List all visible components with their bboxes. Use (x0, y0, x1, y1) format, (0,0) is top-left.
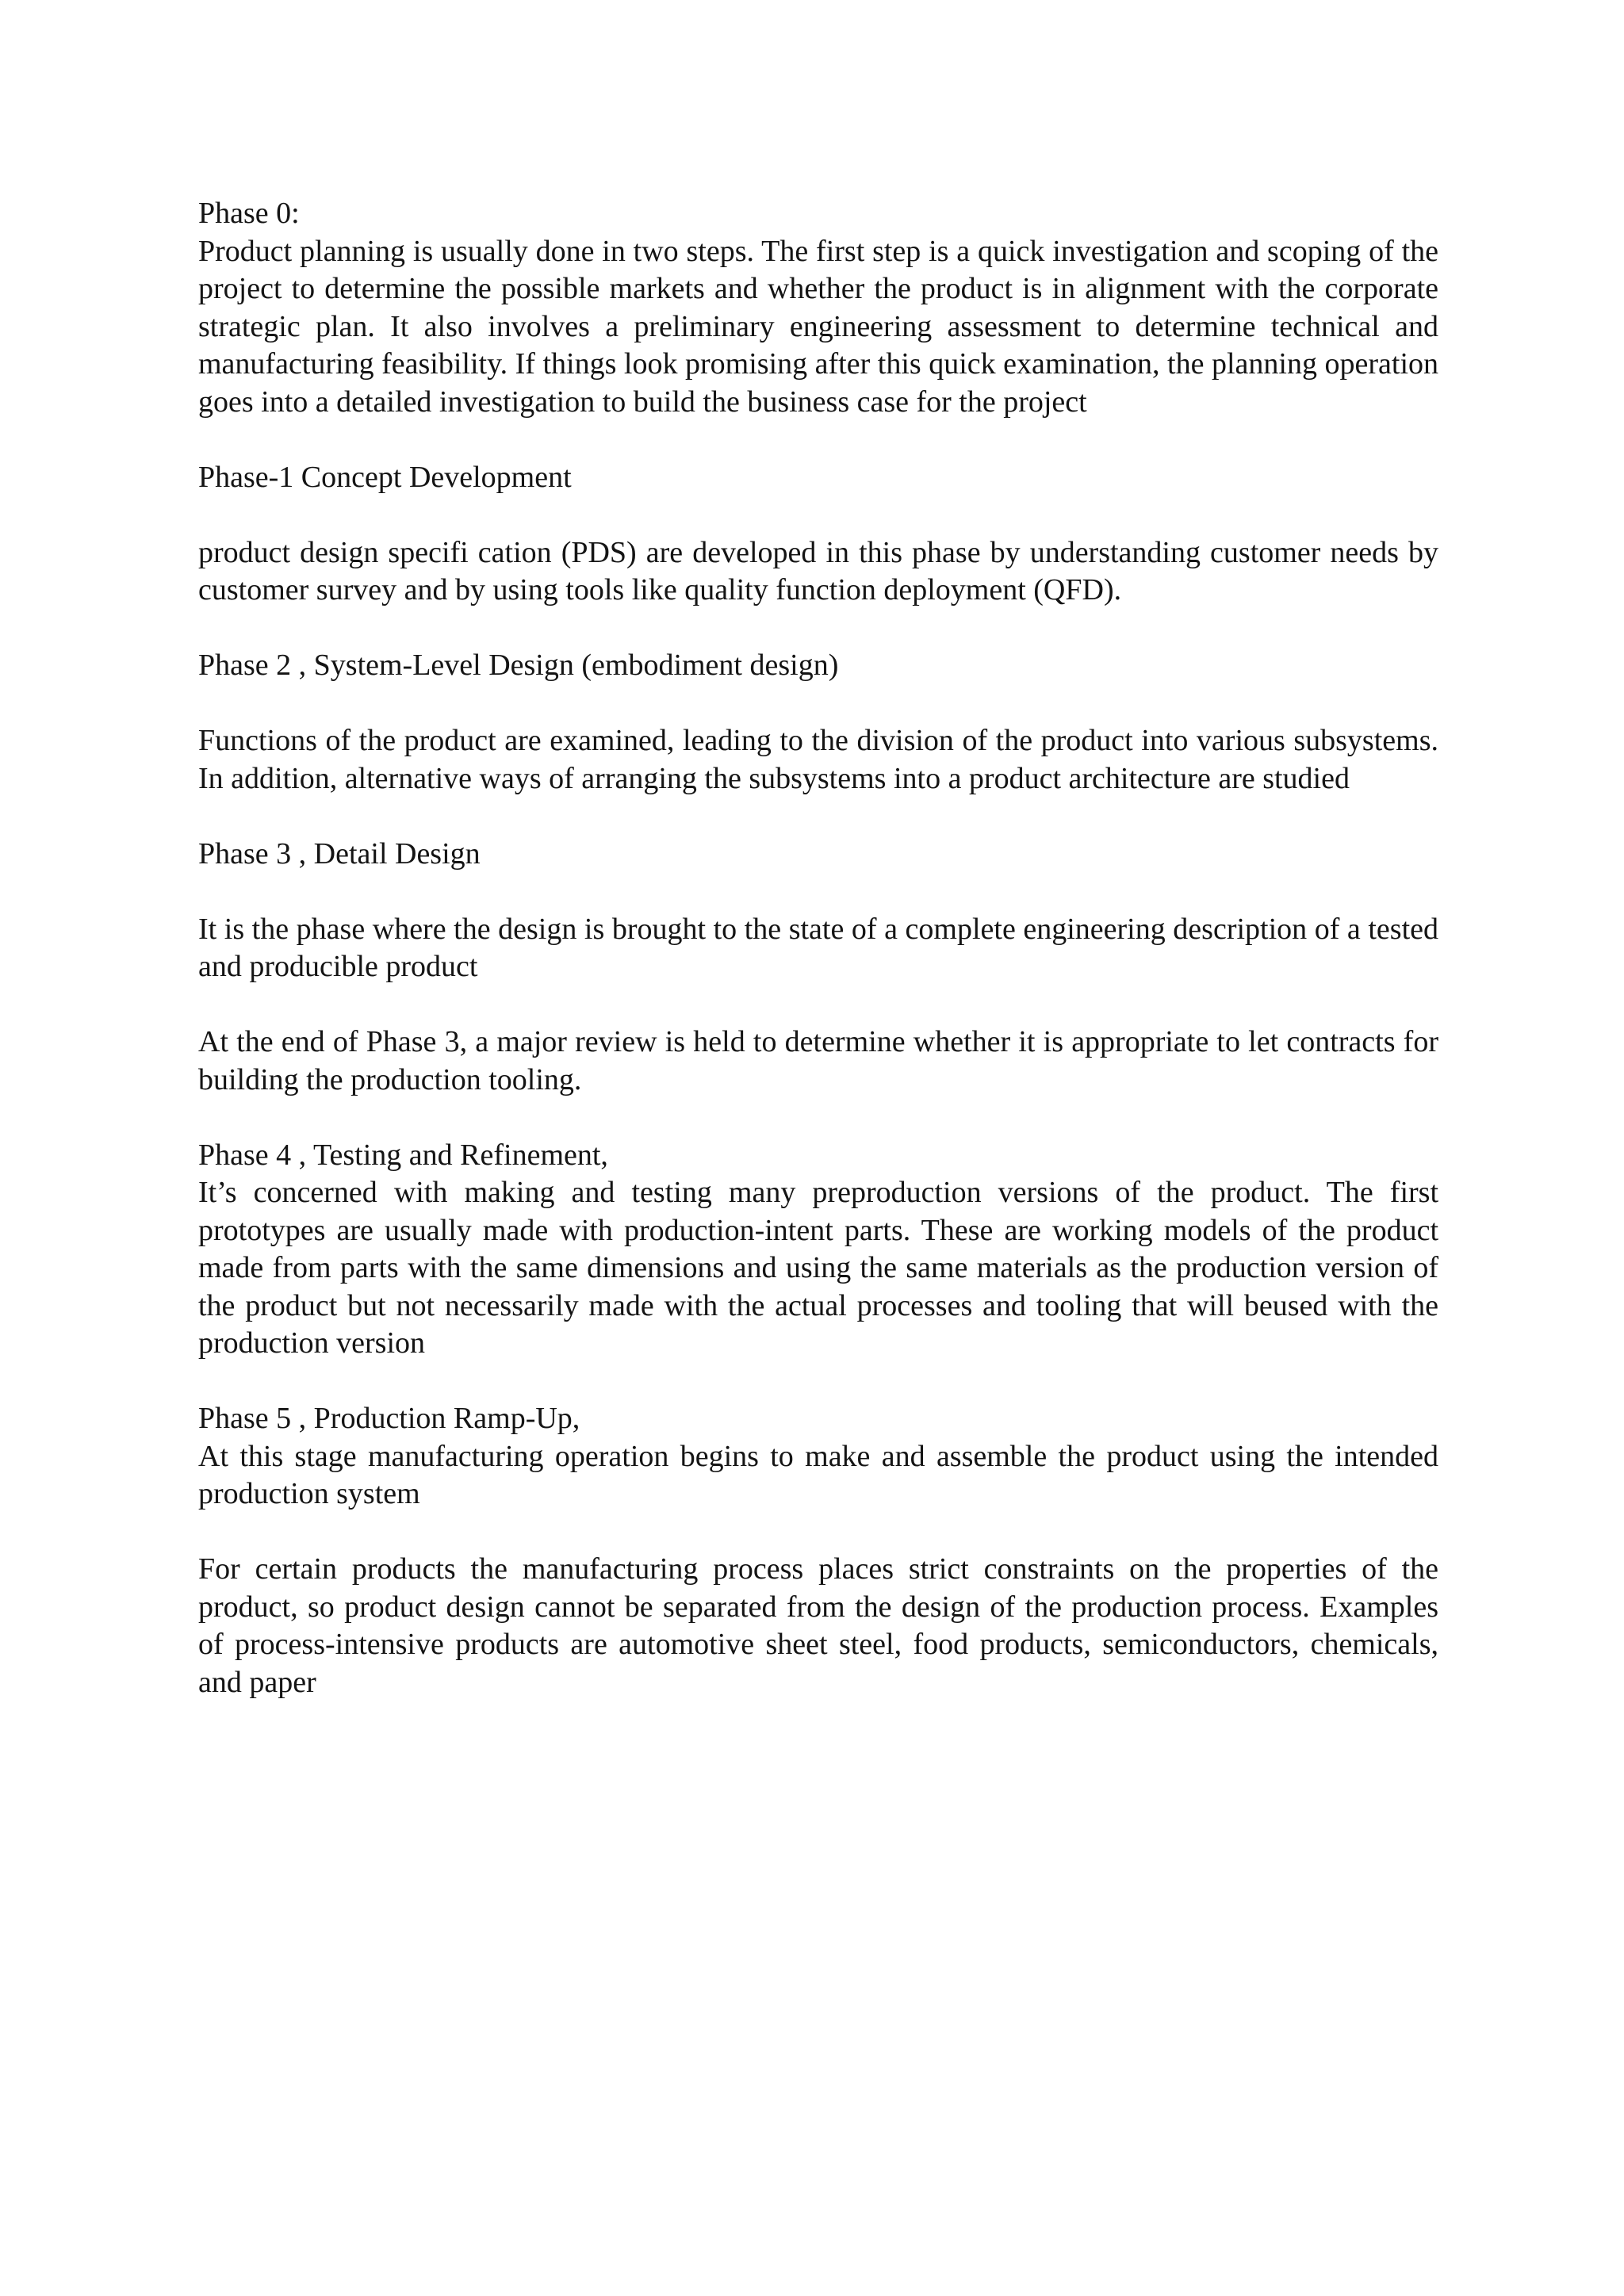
phase-3-review-paragraph (198, 1024, 1438, 1099)
phase-2-text: Functions of the product are examined, leading to the division of the product into various subsystems. In addition, alternative ways of arranging the subsystems into a product architecture are studied (198, 724, 1438, 795)
phase-1-text: product design specifi cation (PDS) are developed in this phase by understanding customer needs by customer survey and by using tools like quality function deployment (QFD). (198, 535, 1438, 607)
phase-1-section (198, 459, 1438, 497)
phase-4-heading: Phase 4 , Testing and Refinement, (198, 1138, 608, 1172)
phase-4-text: It’s concerned with making and testing many preproduction versions of the product. The first prototypes are usually made with production-intent parts. These are working models of the product made from parts with the same dimensions and using the same materials as the production version of the product but not necessarily made with the actual processes and tooling that will beused with the production version (198, 1176, 1438, 1360)
phase-3-heading: Phase 3 , Detail Design (198, 836, 481, 871)
phase-5-text: At this stage manufacturing operation begins to make and assemble the product using the intended production system (198, 1439, 1438, 1510)
phase-2-paragraph (198, 722, 1438, 798)
phase-0-heading: Phase 0: (198, 197, 300, 230)
phase-4-section (198, 1137, 1438, 1363)
phase-1-paragraph (198, 534, 1438, 610)
phase-0-section (198, 195, 1438, 421)
document-page (198, 195, 1438, 1739)
closing-paragraph (198, 1551, 1438, 1701)
phase-5-section (198, 1400, 1438, 1513)
phase-0-text: Product planning is usually done in two steps. The first step is a quick investigation and scoping of the project to determine the possible markets and whether the product is in alignment with the corporate strategic plan. It also involves a preliminary engineering assessment to determine technical and manufacturing feasibility. If things look promising after this quick examination, the planning operation goes into a detailed investigation to build the business case for the project (198, 234, 1438, 419)
phase-2-section (198, 647, 1438, 685)
phase-5-heading: Phase 5 , Production Ramp-Up, (198, 1402, 580, 1435)
phase-3-text: It is the phase where the design is brought to the state of a complete engineering description of a tested and producible product (198, 912, 1438, 983)
phase-3-paragraph (198, 911, 1438, 986)
phase-3-review-text: At the end of Phase 3, a major review is held to determine whether it is appropriate to let contracts for building the production tooling. (198, 1025, 1438, 1096)
phase-2-heading: Phase 2 , System-Level Design (embodiment design) (198, 649, 839, 682)
phase-3-section (198, 836, 1438, 874)
phase-1-heading: Phase-1 Concept Development (198, 460, 572, 494)
closing-text: For certain products the manufacturing process places strict constraints on the properties of the product, so product design cannot be separated from the design of the production process. Examples of process-intensive products are automotive sheet steel, food products, semiconductors, chemicals, and paper (198, 1552, 1438, 1699)
